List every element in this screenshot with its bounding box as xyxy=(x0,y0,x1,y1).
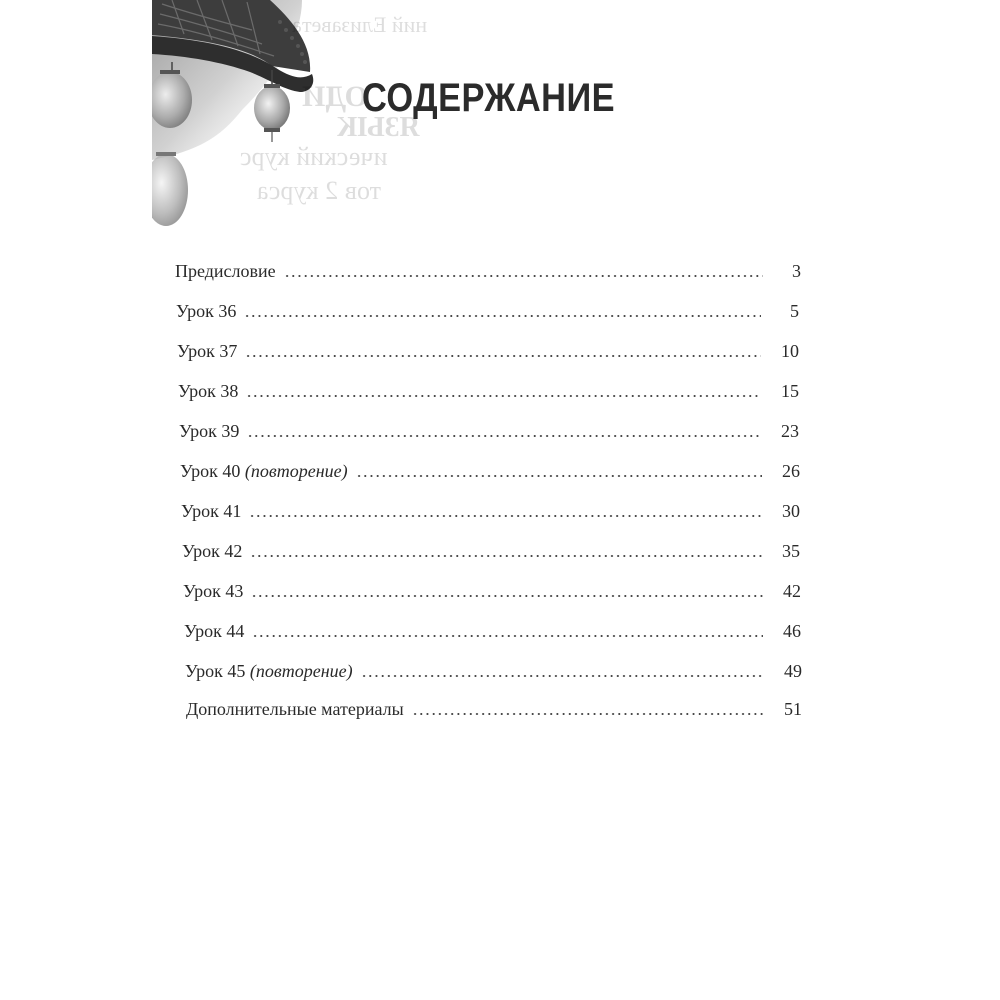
toc-entry-page: 3 xyxy=(792,261,801,281)
toc-entry xyxy=(182,532,800,562)
dot-leader xyxy=(252,635,763,637)
toc-entry-label: Урок 36 xyxy=(176,301,237,321)
toc-entry xyxy=(186,690,802,720)
dot-leader xyxy=(244,315,761,317)
toc-entry-page: 51 xyxy=(784,699,802,719)
toc-entry-page: 5 xyxy=(790,301,799,321)
toc-entry-label: Урок 40 (повторение) xyxy=(180,461,348,481)
dot-leader xyxy=(251,595,763,597)
toc-entry-label: Урок 45 (повторение) xyxy=(185,661,353,681)
bleed-through-text: ОДИ xyxy=(302,80,368,113)
toc-entry-label: Урок 44 xyxy=(184,621,245,641)
toc-entry xyxy=(179,412,799,442)
toc-entry xyxy=(184,612,801,642)
toc-entry-page: 15 xyxy=(781,381,799,401)
toc-entry xyxy=(177,332,799,362)
bleed-through-text: тов 2 курса xyxy=(257,176,381,205)
dot-leader xyxy=(361,675,764,677)
toc-entry-page: 35 xyxy=(782,541,800,561)
dot-leader xyxy=(356,475,762,477)
toc-entry xyxy=(181,492,800,522)
toc-entry xyxy=(176,292,799,322)
dot-leader xyxy=(247,435,761,437)
bleed-through-text: ический курс xyxy=(240,142,388,171)
toc-entry-note: (повторение) xyxy=(249,661,353,681)
toc-entry xyxy=(183,572,801,602)
dot-leader xyxy=(284,275,763,277)
toc-entry xyxy=(180,452,800,482)
page-title: СОДЕРЖАНИЕ xyxy=(362,76,615,120)
dot-leader xyxy=(246,395,761,397)
bleed-through-text: ний Елизавета xyxy=(292,12,428,37)
bleed-through-text: ЯЗЫК xyxy=(337,112,420,143)
toc-entry-page: 49 xyxy=(784,661,802,681)
dot-leader xyxy=(245,355,761,357)
toc-entry-page: 46 xyxy=(783,621,801,641)
toc-entry-page: 26 xyxy=(782,461,800,481)
dot-leader xyxy=(250,555,762,557)
toc-entry-label: Предисловие xyxy=(175,261,276,281)
toc-entry-label: Дополнительные материалы xyxy=(186,699,404,719)
toc-entry-label: Урок 39 xyxy=(179,421,240,441)
toc-entry-label: Урок 42 xyxy=(182,541,243,561)
dot-leader xyxy=(249,515,762,517)
toc-entry-note: (повторение) xyxy=(244,461,348,481)
toc-entry xyxy=(175,252,801,282)
toc-entry-page: 23 xyxy=(781,421,799,441)
toc-entry xyxy=(178,372,799,402)
toc-entry-page: 10 xyxy=(781,341,799,361)
toc-entry-page: 42 xyxy=(783,581,801,601)
dot-leader xyxy=(412,713,764,715)
toc-entry-label: Урок 43 xyxy=(183,581,244,601)
toc-entry xyxy=(185,652,802,682)
toc-entry-label: Урок 37 xyxy=(177,341,238,361)
toc-entry-page: 30 xyxy=(782,501,800,521)
toc-entry-label: Урок 41 xyxy=(181,501,242,521)
toc-entry-label: Урок 38 xyxy=(178,381,239,401)
